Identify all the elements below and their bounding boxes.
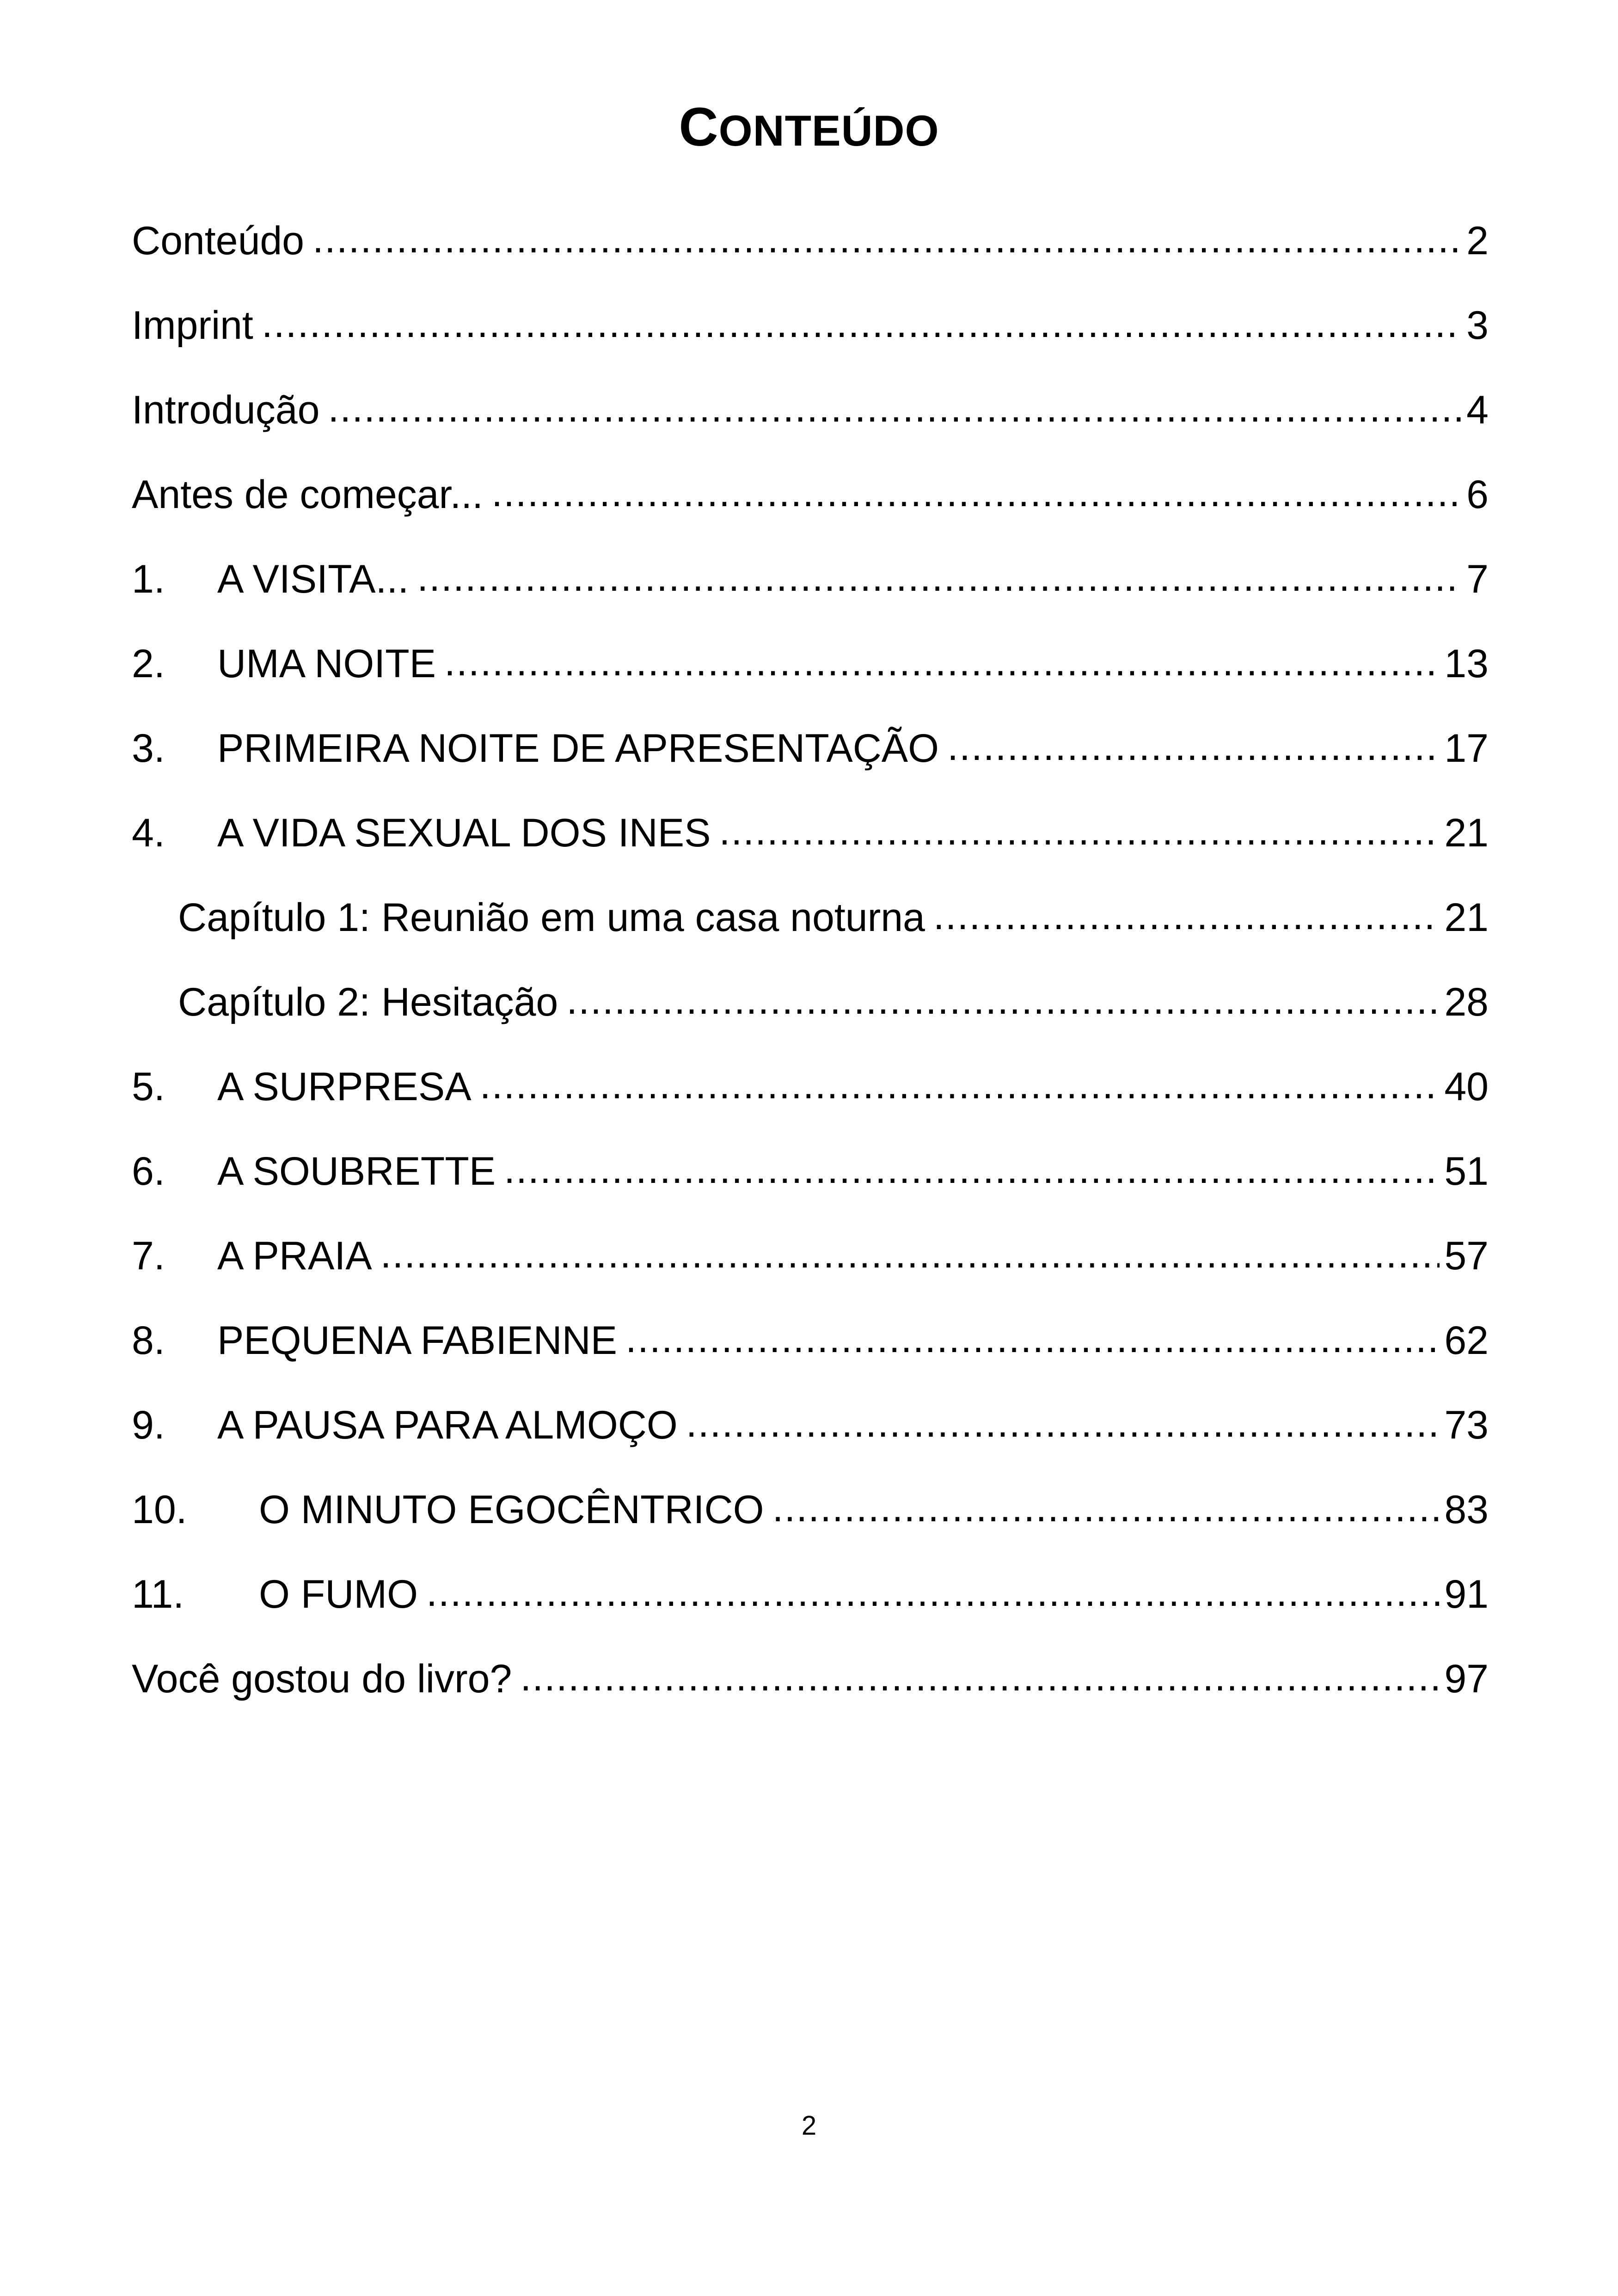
toc-entry-page: 91: [1440, 1572, 1489, 1617]
toc-entry-label: Imprint: [132, 303, 253, 348]
toc-entry-number: 5.: [132, 1065, 165, 1109]
toc-entry-label: Introdução: [132, 388, 320, 432]
toc-entry-text: [132, 1233, 380, 1279]
toc-entry-number: 9.: [132, 1403, 165, 1447]
dot-leader: [520, 1654, 1440, 1700]
toc-entry-label: Você gostou do livro?: [132, 1657, 512, 1701]
toc-entry-text: [132, 726, 947, 771]
toc-entry[interactable]: [132, 1552, 1489, 1637]
toc-entry-text: [132, 810, 719, 856]
toc-entry-label: A VIDA SEXUAL DOS INES: [217, 811, 711, 855]
toc-entry-text: [132, 303, 262, 349]
toc-entry[interactable]: [132, 368, 1489, 453]
dot-leader: [313, 216, 1462, 262]
dot-leader: [947, 724, 1440, 770]
toc-entry-page: 40: [1440, 1064, 1489, 1110]
toc-entry-label: O MINUTO EGOCÊNTRICO: [259, 1488, 764, 1532]
dot-leader: [491, 470, 1462, 516]
toc-entry[interactable]: [132, 1214, 1489, 1298]
toc-entry-text: [132, 1487, 772, 1533]
toc-entry-number: 8.: [132, 1318, 165, 1363]
toc-entry[interactable]: [132, 199, 1489, 283]
page-number: 2: [801, 2111, 817, 2141]
toc-entry[interactable]: [132, 1298, 1489, 1383]
toc-entry-page: 17: [1440, 726, 1489, 771]
toc-entry-number: 4.: [132, 811, 165, 855]
toc-entry-number: 3.: [132, 726, 165, 771]
dot-leader: [262, 301, 1462, 347]
toc-entry-page: 73: [1440, 1402, 1489, 1448]
toc-entry-page: 7: [1462, 557, 1489, 602]
toc-entry-text: [132, 472, 491, 518]
toc-entry-label: Capítulo 2: Hesitação: [178, 980, 558, 1024]
toc-entry-text: [132, 218, 313, 264]
toc-entry-page: 97: [1440, 1656, 1489, 1702]
toc-entry[interactable]: [132, 1129, 1489, 1214]
toc-entry-text: [178, 980, 566, 1025]
toc-entry-page: 28: [1440, 980, 1489, 1025]
toc-entry-label: A PAUSA PARA ALMOÇO: [217, 1403, 678, 1447]
toc-entry-label: PEQUENA FABIENNE: [217, 1318, 618, 1363]
dot-leader: [380, 1231, 1440, 1277]
toc-entry-text: [132, 1064, 480, 1110]
toc-entry-label: Conteúdo: [132, 219, 304, 263]
toc-entry[interactable]: [132, 791, 1489, 876]
toc-entry-text: [132, 1402, 686, 1448]
dot-leader: [504, 1147, 1440, 1193]
toc-entry-page: 3: [1462, 303, 1489, 349]
dot-leader: [719, 808, 1440, 854]
toc-entry-number: 2.: [132, 642, 165, 686]
toc-entry[interactable]: [132, 622, 1489, 706]
toc-entry-label: O FUMO: [259, 1572, 418, 1616]
toc-entry[interactable]: [132, 453, 1489, 537]
toc-entry-page: 2: [1462, 218, 1489, 264]
toc-entry-page: 83: [1440, 1487, 1489, 1533]
toc-entry-text: [132, 1149, 504, 1194]
dot-leader: [772, 1485, 1440, 1531]
toc-entry[interactable]: [132, 1637, 1489, 1721]
toc-entry-number: 7.: [132, 1234, 165, 1278]
toc-entry-text: [178, 895, 933, 941]
toc-entry[interactable]: [132, 1383, 1489, 1468]
dot-leader: [566, 978, 1440, 1023]
dot-leader: [417, 555, 1462, 600]
toc-entry[interactable]: [132, 1045, 1489, 1129]
dot-leader: [625, 1316, 1440, 1362]
toc-entry-number: 10.: [132, 1488, 187, 1532]
toc-entry-label: A SURPRESA: [217, 1065, 472, 1109]
table-of-contents: [132, 199, 1489, 1721]
toc-entry-text: [132, 1656, 520, 1702]
dot-leader: [328, 386, 1462, 431]
toc-entry-label: A SOUBRETTE: [217, 1149, 496, 1194]
toc-entry-text: [132, 1572, 426, 1617]
toc-entry-page: 51: [1440, 1149, 1489, 1194]
dot-leader: [444, 639, 1440, 685]
toc-entry-text: [132, 557, 417, 602]
page-title: CONTEÚDO: [679, 97, 939, 158]
toc-entry[interactable]: [132, 283, 1489, 368]
dot-leader: [686, 1401, 1440, 1446]
toc-entry-label: UMA NOITE: [217, 642, 436, 686]
toc-entry-page: 57: [1440, 1233, 1489, 1279]
toc-entry-text: [132, 387, 328, 433]
toc-entry[interactable]: [132, 960, 1489, 1045]
toc-entry-text: [132, 1318, 625, 1364]
toc-entry[interactable]: [132, 706, 1489, 791]
toc-entry-number: 1.: [132, 557, 165, 601]
dot-leader: [426, 1570, 1440, 1616]
toc-entry-label: Capítulo 1: Reunião em uma casa noturna: [178, 895, 925, 940]
toc-entry-page: 6: [1462, 472, 1489, 518]
toc-entry-number: 6.: [132, 1149, 165, 1194]
toc-entry-page: 21: [1440, 895, 1489, 941]
toc-entry-page: 13: [1440, 641, 1489, 687]
dot-leader: [480, 1062, 1440, 1108]
toc-entry-page: 21: [1440, 810, 1489, 856]
toc-entry-label: PRIMEIRA NOITE DE APRESENTAÇÃO: [217, 726, 939, 771]
toc-entry-number: 11.: [132, 1572, 184, 1616]
toc-entry-label: A PRAIA: [217, 1234, 372, 1278]
toc-entry-page: 4: [1462, 387, 1489, 433]
toc-entry-label: A VISITA...: [217, 557, 409, 601]
dot-leader: [933, 893, 1440, 939]
toc-entry[interactable]: [132, 876, 1489, 960]
toc-entry[interactable]: [132, 537, 1489, 622]
toc-entry[interactable]: [132, 1468, 1489, 1552]
toc-entry-text: [132, 641, 444, 687]
toc-entry-page: 62: [1440, 1318, 1489, 1364]
toc-entry-label: Antes de começar...: [132, 472, 484, 517]
